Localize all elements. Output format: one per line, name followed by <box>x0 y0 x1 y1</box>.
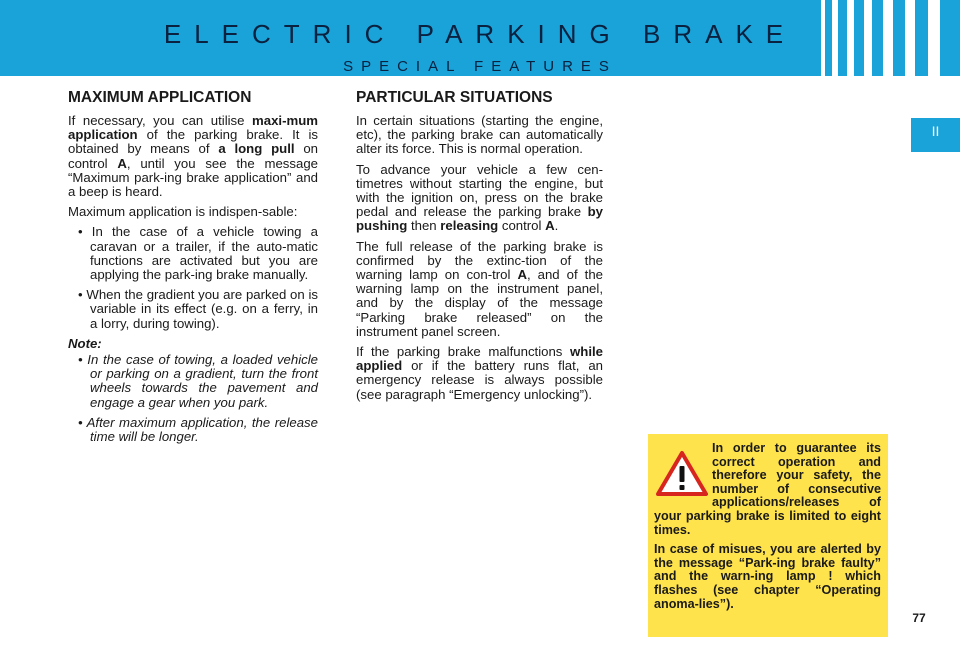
header-stripe <box>847 0 854 76</box>
bold-text: maxi-mum application <box>68 113 318 143</box>
list-item: • After maximum application, the release time will be longer. <box>78 414 318 445</box>
warning-paragraph: In order to guarantee its correct operation and therefore your safety, the number of consecutive applications/releases of your parking brake is limited to eight times. <box>654 441 881 537</box>
paragraph <box>356 240 603 339</box>
bold-text: by pushing <box>356 204 603 234</box>
text: control <box>498 218 546 234</box>
page-subtitle: SPECIAL FEATURES <box>343 58 617 75</box>
bold-text: a long pull <box>218 141 295 157</box>
header-stripe <box>928 0 940 76</box>
page-title: ELECTRIC PARKING BRAKE <box>163 19 797 49</box>
text: In the case of towing, a loaded vehicle or parking on a gradient, turn the front wheels towards the pavement and engage a gear when you park. <box>87 352 318 410</box>
header-stripe <box>832 0 838 76</box>
bold-text: while applied <box>356 344 603 374</box>
paragraph <box>356 163 603 234</box>
text: . <box>554 218 559 234</box>
icon-spacer <box>654 442 712 504</box>
paragraph <box>68 114 318 199</box>
section-heading: MAXIMUM APPLICATION <box>68 89 252 106</box>
text: If the parking brake malfunctions <box>356 344 571 360</box>
text: When the gradient you are parked on is variable in its effect (e.g. on a ferry, in a lorry, during towing). <box>86 287 318 331</box>
bold-text: A <box>545 218 555 234</box>
header-stripe <box>864 0 872 76</box>
paragraph: In certain situations (starting the engine, etc), the parking brake can automatically alter its force. This is normal operation. <box>356 113 603 157</box>
text: or if the battery runs flat, an emergency release is always possible (see paragraph “Emergency unlocking”). <box>356 358 603 402</box>
note-label: Note: <box>68 335 102 351</box>
bold-text: A <box>117 155 127 171</box>
text: If necessary, you can utilise <box>68 113 253 128</box>
warning-paragraph: In case of misues, you are alerted by the message “Park-ing brake faulty” and the warn-ing lamp ! which flashes (see chapter “Operating anoma-lies”). <box>654 542 881 611</box>
text: In the case of a vehicle towing a caravan or a trailer, if the auto-matic functions are activated but you are applying the park-ing brake manually. <box>90 224 319 283</box>
bold-text: A <box>517 267 527 283</box>
chapter-tab[interactable]: II <box>911 118 960 152</box>
header-stripe <box>883 0 893 76</box>
column-maximum-application <box>68 89 318 450</box>
paragraph: Maximum application is indispen-sable: <box>68 204 298 220</box>
page-header <box>0 0 960 76</box>
list-item: • In the case of a vehicle towing a caravan or a trailer, if the auto-matic functions are activated but you are applying the park-ing brake manually. <box>78 224 319 283</box>
bold-text: releasing <box>440 218 499 234</box>
text: then <box>407 218 441 234</box>
warning-text <box>654 442 881 617</box>
text: After maximum application, the release time will be longer. <box>86 414 318 445</box>
text: To advance your vehicle a few cen-timetres without starting the engine, but with the ignition on, press on the brake pedal and release the parking brake <box>356 161 603 220</box>
list-item: • When the gradient you are parked on is variable in its effect (e.g. on a ferry, in a lorry, during towing). <box>78 287 318 331</box>
header-stripe <box>905 0 915 76</box>
page-number: 77 <box>912 611 926 625</box>
section-heading: PARTICULAR SITUATIONS <box>356 89 553 106</box>
paragraph <box>356 345 603 402</box>
text: of the parking brake. It is obtained by means of <box>68 127 318 157</box>
text: , until you see the message “Maximum park-ing brake application” and a beep is heard. <box>68 155 318 200</box>
list-item: • In the case of towing, a loaded vehicle or parking on a gradient, turn the front wheels towards the pavement and engage a gear when you park. <box>78 352 318 410</box>
text: , and of the warning lamp on the instrument panel, and by the display of the message “Parking brake released” on the instrument panel screen. <box>356 267 603 339</box>
warning-box <box>648 434 888 637</box>
header-stripe <box>821 0 825 76</box>
text: The full release of the parking brake is confirmed by the extinc-tion of the warning lamp on con-trol <box>356 238 603 283</box>
text: on control <box>68 141 318 171</box>
column-particular-situations <box>356 89 603 408</box>
